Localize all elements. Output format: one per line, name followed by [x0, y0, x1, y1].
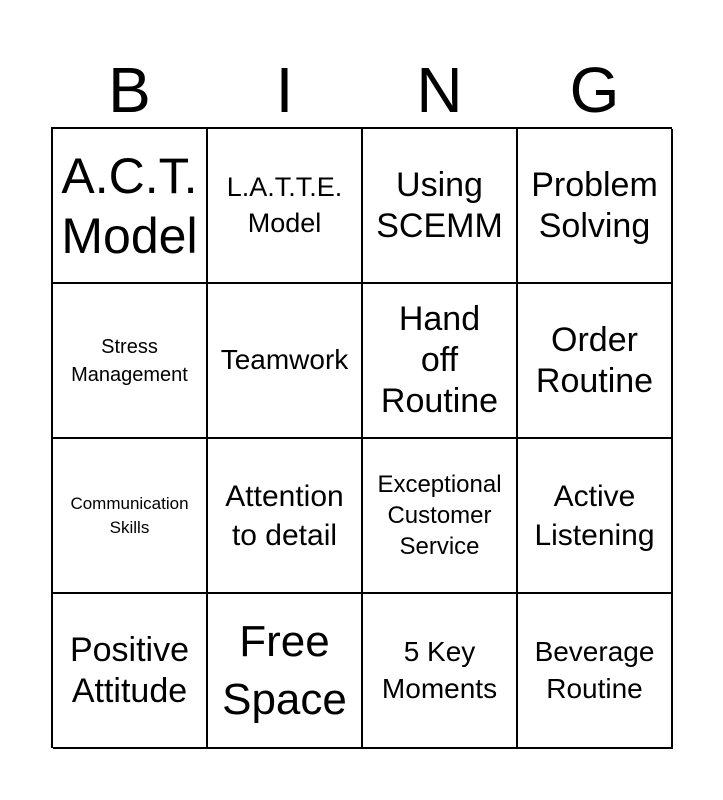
cell-label: Problem Solving	[531, 165, 658, 245]
header-letter-g: G	[569, 54, 620, 126]
cell-label: Beverage Routine	[534, 636, 655, 704]
bingo-cell[interactable]	[208, 439, 363, 594]
bingo-cell[interactable]	[363, 439, 518, 594]
cell-label: Stress Management	[71, 335, 188, 386]
cell-label: Using SCEMM	[376, 165, 503, 245]
bingo-cell[interactable]	[53, 594, 208, 749]
bingo-cell[interactable]	[518, 439, 673, 594]
cell-label: Attention to detail	[225, 479, 344, 552]
bingo-cell[interactable]	[53, 284, 208, 439]
cell-label: Exceptional Customer Service	[377, 470, 502, 561]
cell-label: Positive Attitude	[69, 630, 190, 710]
bingo-cell[interactable]	[518, 594, 673, 749]
bingo-cell[interactable]	[208, 129, 363, 284]
cell-label: 5 Key Moments	[381, 636, 498, 704]
cell-label: Active Listening	[534, 479, 655, 552]
bingo-cell[interactable]	[208, 284, 363, 439]
bingo-cell[interactable]	[518, 284, 673, 439]
cell-label: L.A.T.T.E. Model	[226, 172, 343, 238]
bingo-cell[interactable]	[363, 284, 518, 439]
bingo-cell[interactable]	[363, 594, 518, 749]
cell-label: Teamwork	[220, 344, 349, 376]
bingo-board	[51, 127, 672, 748]
header-letter-b: B	[108, 54, 151, 126]
bingo-cell[interactable]	[363, 129, 518, 284]
bingo-header	[52, 55, 672, 125]
bingo-cell[interactable]	[53, 439, 208, 594]
header-letter-n: N	[416, 54, 463, 126]
cell-label: Communication Skills	[70, 493, 189, 537]
cell-label: Hand off Routine	[380, 300, 499, 420]
bingo-cell[interactable]	[208, 594, 363, 749]
cell-label: Free Space	[222, 617, 347, 724]
bingo-cell[interactable]	[53, 129, 208, 284]
bingo-cell[interactable]	[518, 129, 673, 284]
cell-label: A.C.T. Model	[61, 147, 198, 264]
header-letter-i: I	[275, 54, 294, 126]
cell-label: Order Routine	[535, 320, 654, 400]
